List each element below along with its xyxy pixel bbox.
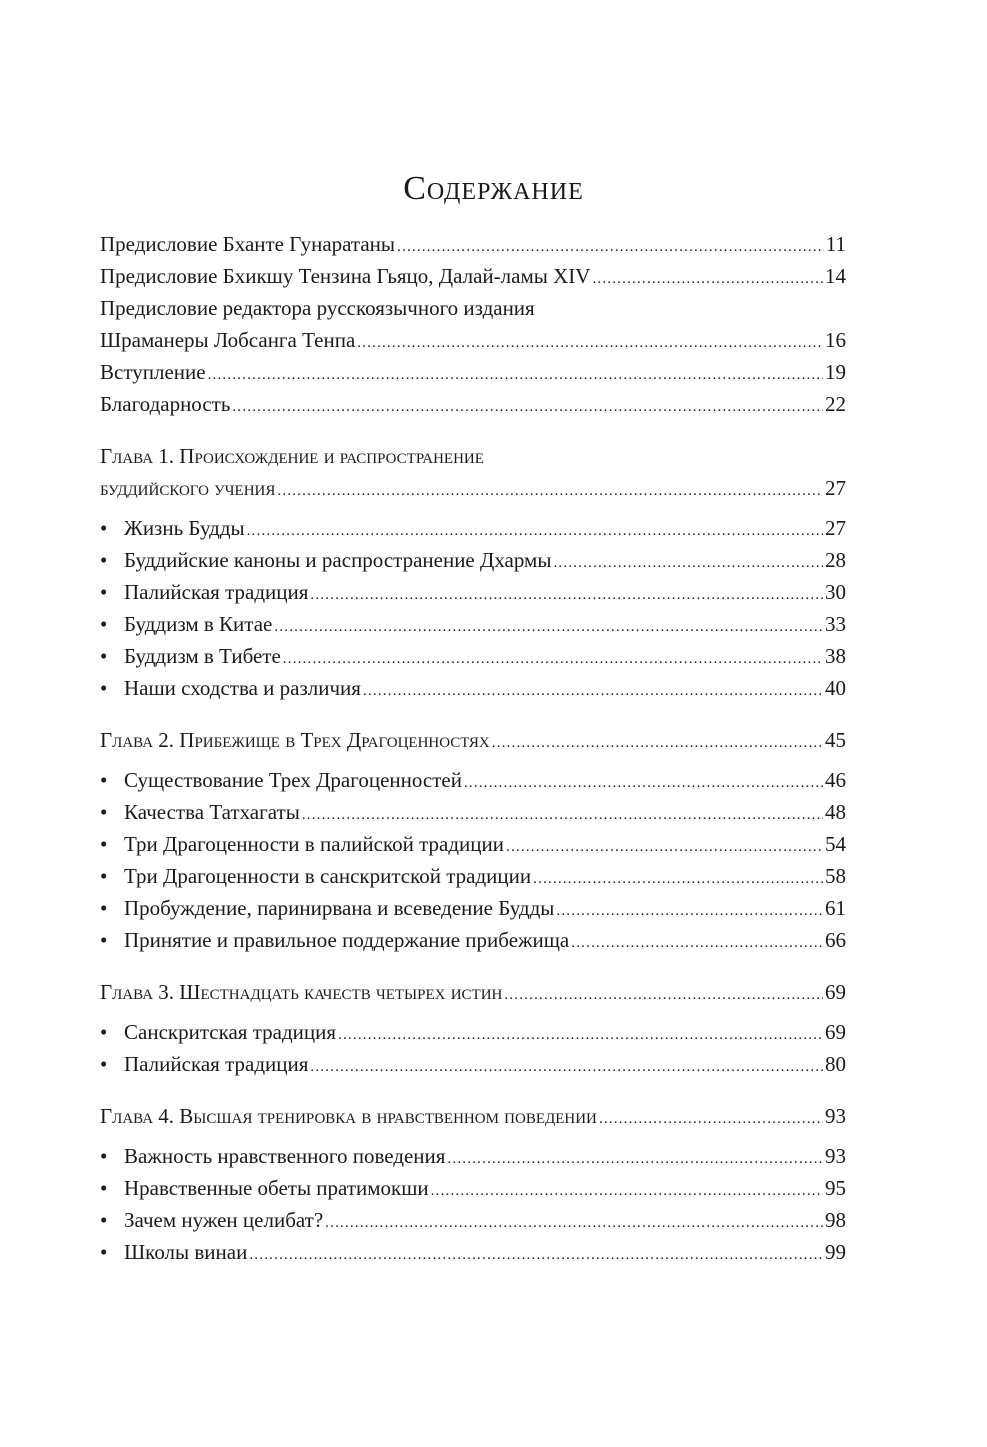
subentry-page: 69 [825, 1020, 846, 1044]
bullet-icon: • [100, 864, 108, 888]
toc-entry[interactable] [100, 260, 846, 292]
toc-chapter[interactable] [100, 472, 846, 504]
dot-leader [249, 1239, 823, 1271]
toc-subentry[interactable] [100, 796, 846, 828]
dot-leader [302, 799, 823, 831]
subentry-title: Палийская традиция [124, 580, 309, 604]
toc-entry[interactable] [100, 228, 846, 260]
subentry-page: 66 [825, 928, 846, 952]
dot-leader [397, 231, 824, 263]
dot-leader [556, 895, 823, 927]
toc-chapter[interactable] [100, 976, 846, 1008]
dot-leader [492, 727, 823, 759]
entry-title: Благодарность [100, 392, 231, 416]
subentry-title: Важность нравственного поведения [124, 1144, 446, 1168]
toc-subentry[interactable] [100, 608, 846, 640]
dot-leader [208, 359, 823, 391]
bullet-icon: • [100, 800, 108, 824]
dot-leader [357, 327, 823, 359]
bullet-icon: • [100, 548, 108, 572]
toc-subentry[interactable] [100, 544, 846, 576]
dot-leader [310, 1051, 823, 1083]
toc-subentry[interactable] [100, 764, 846, 796]
subentry-title: Санскритская традиция [124, 1020, 337, 1044]
toc-subentry[interactable] [100, 828, 846, 860]
bullet-icon: • [100, 896, 108, 920]
toc-subentry[interactable] [100, 640, 846, 672]
subentry-title: Три Драгоценности в санскритской традиции [124, 864, 532, 888]
toc-subentry[interactable] [100, 576, 846, 608]
dot-leader [592, 263, 823, 295]
toc-subentry[interactable] [100, 1016, 846, 1048]
subentry-page: 27 [825, 516, 846, 540]
chapter-title: Глава 2. Прибежище в Трех Драгоценностях [100, 728, 490, 752]
subentry-title: Нравственные обеты пратимокши [124, 1176, 429, 1200]
subentry-page: 80 [825, 1052, 846, 1076]
subentry-page: 28 [825, 548, 846, 572]
subentry-page: 48 [825, 800, 846, 824]
bullet-icon: • [100, 1144, 108, 1168]
toc-subentry[interactable] [100, 1048, 846, 1080]
subentry-title: Буддизм в Китае [124, 612, 273, 636]
toc-subentry[interactable] [100, 1204, 846, 1236]
toc-subentry[interactable] [100, 672, 846, 704]
toc-chapter[interactable] [100, 1100, 846, 1132]
chapter-page: 93 [825, 1104, 846, 1128]
subentry-page: 98 [825, 1208, 846, 1232]
dot-leader [277, 475, 823, 507]
toc-subentry[interactable] [100, 860, 846, 892]
bullet-icon: • [100, 676, 108, 700]
subentry-title: Пробуждение, паринирвана и всеведение Будды [124, 896, 555, 920]
dot-leader [363, 675, 823, 707]
dot-leader [325, 1207, 823, 1239]
page-title: Содержание [403, 170, 584, 207]
dot-leader [464, 767, 823, 799]
entry-page: 11 [825, 232, 846, 256]
dot-leader [310, 579, 823, 611]
dot-leader [504, 979, 823, 1011]
subentry-title: Зачем нужен целибат? [124, 1208, 324, 1232]
chapter-page: 45 [825, 728, 846, 752]
subentry-page: 99 [825, 1240, 846, 1264]
chapter-page: 27 [825, 476, 846, 500]
subentry-title: Принятие и правильное поддержание прибежища [124, 928, 570, 952]
toc-chapter[interactable] [100, 724, 846, 756]
bullet-icon: • [100, 928, 108, 952]
subentry-title: Существование Трех Драгоценностей [124, 768, 462, 792]
toc-subentry[interactable] [100, 1236, 846, 1268]
bullet-icon: • [100, 1176, 108, 1200]
subentry-page: 40 [825, 676, 846, 700]
entry-page: 19 [825, 360, 846, 384]
subentry-page: 38 [825, 644, 846, 668]
dot-leader [571, 927, 823, 959]
subentry-page: 54 [825, 832, 846, 856]
subentry-title: Качества Татхагаты [124, 800, 300, 824]
bullet-icon: • [100, 612, 108, 636]
toc-subentry[interactable] [100, 512, 846, 544]
subentry-page: 30 [825, 580, 846, 604]
subentry-title: Палийская традиция [124, 1052, 309, 1076]
dot-leader [533, 863, 823, 895]
subentry-page: 46 [825, 768, 846, 792]
dot-leader [283, 643, 823, 675]
entry-page: 14 [825, 264, 846, 288]
subentry-title: Школы винаи [124, 1240, 248, 1264]
bullet-icon: • [100, 516, 108, 540]
subentry-title: Жизнь Будды [124, 516, 245, 540]
dot-leader [247, 515, 823, 547]
subentry-page: 61 [825, 896, 846, 920]
subentry-page: 58 [825, 864, 846, 888]
chapter-title-line[interactable]: Глава 1. Происхождение и распространение [100, 444, 484, 468]
dot-leader [232, 391, 823, 423]
table-of-contents [100, 228, 846, 1268]
entry-title: Вступление [100, 360, 206, 384]
subentry-title: Буддийские каноны и распространение Дхармы [124, 548, 552, 572]
toc-subentry[interactable] [100, 1140, 846, 1172]
bullet-icon: • [100, 832, 108, 856]
bullet-icon: • [100, 1020, 108, 1044]
toc-subentry[interactable] [100, 892, 846, 924]
toc-subentry[interactable] [100, 924, 846, 956]
subentry-page: 95 [825, 1176, 846, 1200]
bullet-icon: • [100, 1240, 108, 1264]
dot-leader [553, 547, 823, 579]
toc-subentry[interactable] [100, 1172, 846, 1204]
toc-entry[interactable] [100, 388, 846, 420]
dot-leader [506, 831, 823, 863]
subentry-title: Три Драгоценности в палийской традиции [124, 832, 504, 856]
toc-entry[interactable] [100, 324, 846, 356]
entry-title: Предисловие Бхикшу Тензина Гьяцо, Далай-ламы XIV [100, 264, 591, 288]
bullet-icon: • [100, 1052, 108, 1076]
chapter-title: Глава 4. Высшая тренировка в нравственном поведении [100, 1104, 597, 1128]
chapter-title: буддийского учения [100, 476, 276, 500]
bullet-icon: • [100, 644, 108, 668]
subentry-title: Буддизм в Тибете [124, 644, 281, 668]
subentry-page: 93 [825, 1144, 846, 1168]
entry-title-line[interactable]: Предисловие редактора русскоязычного издания [100, 296, 535, 320]
entry-title: Предисловие Бханте Гунаратаны [100, 232, 396, 256]
entry-title: Шраманеры Лобсанга Тенпа [100, 328, 356, 352]
subentry-title: Наши сходства и различия [124, 676, 361, 700]
subentry-page: 33 [825, 612, 846, 636]
dot-leader [447, 1143, 823, 1175]
bullet-icon: • [100, 768, 108, 792]
bullet-icon: • [100, 580, 108, 604]
entry-page: 16 [825, 328, 846, 352]
bullet-icon: • [100, 1208, 108, 1232]
toc-entry[interactable] [100, 356, 846, 388]
chapter-page: 69 [825, 980, 846, 1004]
dot-leader [599, 1103, 823, 1135]
dot-leader [274, 611, 823, 643]
dot-leader [431, 1175, 823, 1207]
chapter-title: Глава 3. Шестнадцать качеств четырех истин [100, 980, 503, 1004]
entry-page: 22 [825, 392, 846, 416]
dot-leader [338, 1019, 823, 1051]
